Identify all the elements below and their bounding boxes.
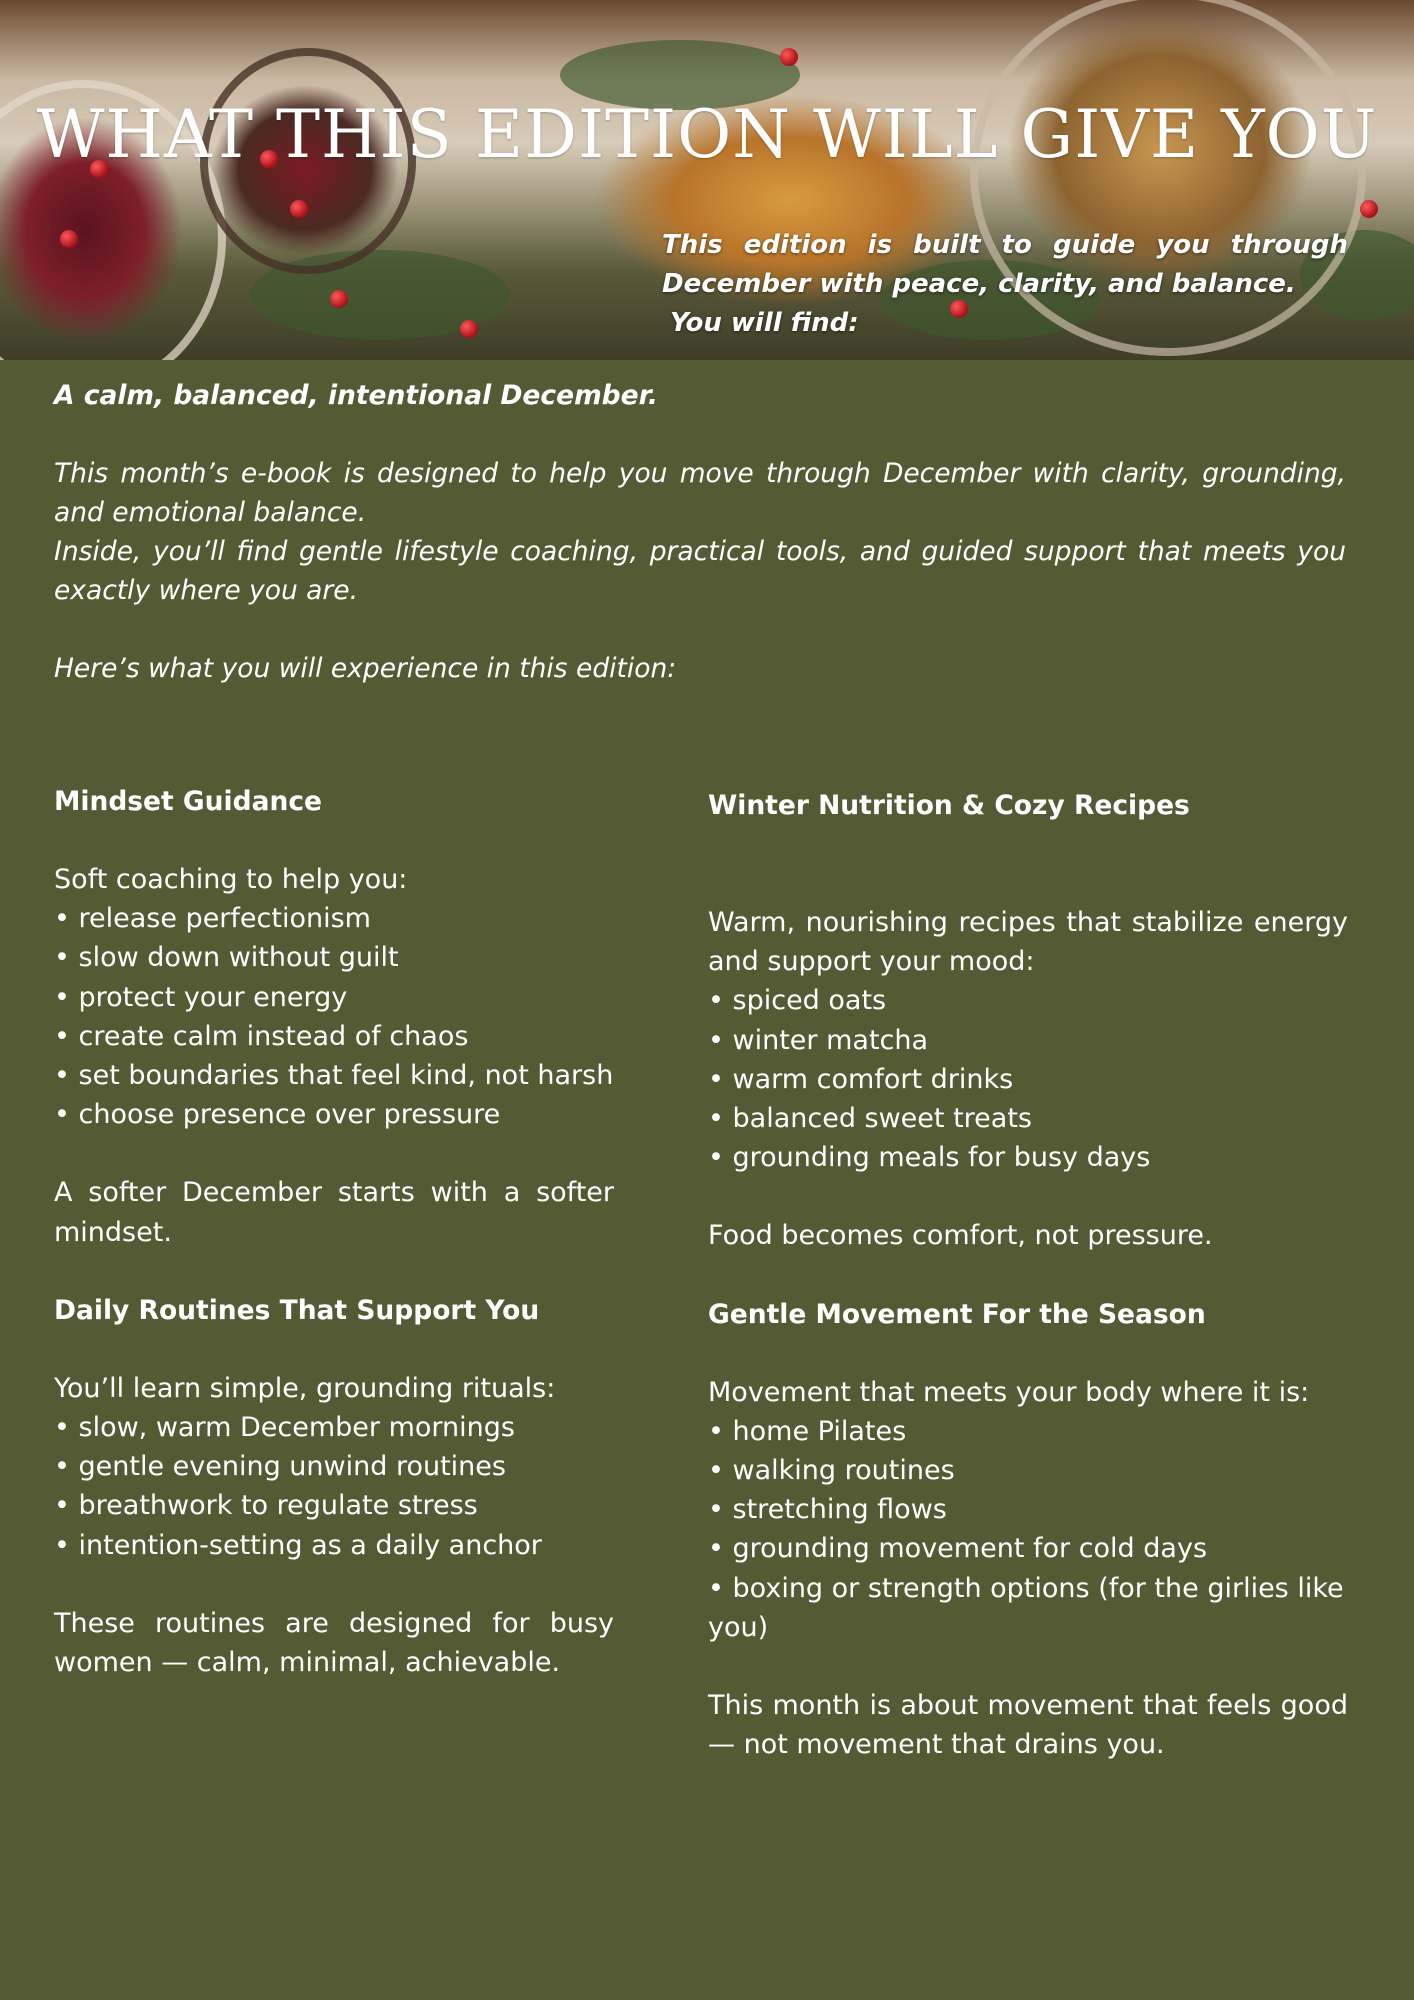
banner-intro [662, 226, 1348, 343]
header-banner-image [0, 0, 1414, 360]
section-routines [54, 1291, 614, 1682]
banner-intro-line: You will find: [670, 308, 859, 338]
left-column [54, 782, 614, 1682]
tagline: A calm, balanced, intentional December. [54, 380, 658, 411]
cranberry [290, 200, 308, 218]
page-title: WHAT THIS EDITION WILL GIVE YOU [36, 96, 1378, 173]
section-heading: Winter Nutrition & Cozy Recipes [708, 790, 1190, 821]
list-item: • slow down without guilt [54, 938, 614, 977]
list-item: • choose presence over pressure [54, 1095, 614, 1134]
cranberry [60, 230, 78, 248]
section-heading: Gentle Movement For the Season [708, 1298, 1206, 1330]
lead-paragraph: Here’s what you will experience in this edition: [54, 653, 677, 684]
list-item: • home Pilates [708, 1412, 1348, 1451]
banner-intro-line: This edition is built to guide you through [662, 230, 1348, 260]
lead-paragraph: Inside, you’ll find gentle lifestyle coaching, practical tools, and guided support that meets you exactly where you are. [54, 536, 1346, 606]
list-item: • grounding movement for cold days [708, 1529, 1348, 1568]
cranberry [1360, 200, 1378, 218]
section-mindset [54, 782, 614, 1252]
list-item: • walking routines [708, 1451, 1348, 1490]
list-item: • release perfectionism [54, 899, 614, 938]
list-item: • balanced sweet treats [708, 1099, 1348, 1138]
list-item: • spiced oats [708, 981, 1348, 1020]
list-item: • warm comfort drinks [708, 1060, 1348, 1099]
bullet-list [54, 1408, 614, 1565]
section-intro: Movement that meets your body where it is: [708, 1376, 1310, 1408]
section-heading: Mindset Guidance [54, 786, 323, 817]
list-item: • create calm instead of chaos [54, 1017, 614, 1056]
bullet-list [54, 899, 614, 1134]
list-item: • grounding meals for busy days [708, 1138, 1348, 1177]
lead-section [54, 376, 1346, 688]
section-nutrition [708, 786, 1348, 1256]
section-closing: This month is about movement that feels good — not movement that drains you. [708, 1690, 1348, 1761]
cranberry [460, 320, 478, 338]
lead-paragraph: This month’s e-book is designed to help you move through December with clarity, grounding, and emotional balance. [54, 458, 1346, 528]
section-intro: Soft coaching to help you: [54, 864, 408, 895]
list-item: • winter matcha [708, 1021, 1348, 1060]
list-item: • slow, warm December mornings [54, 1408, 614, 1447]
list-item: • boxing or strength options (for the girlies like you) [708, 1569, 1348, 1647]
section-movement [708, 1295, 1348, 1765]
section-closing: Food becomes comfort, not pressure. [708, 1220, 1213, 1252]
section-intro: You’ll learn simple, grounding rituals: [54, 1372, 556, 1404]
cranberry [780, 48, 798, 66]
right-column [708, 786, 1348, 1764]
banner-intro-line: December with peace, clarity, and balance. [662, 269, 1296, 299]
list-item: • breathwork to regulate stress [54, 1486, 614, 1525]
bullet-list [708, 981, 1348, 1177]
cranberry [330, 290, 348, 308]
section-closing: These routines are designed for busy women — calm, minimal, achievable. [54, 1607, 614, 1679]
list-item: • intention-setting as a daily anchor [54, 1526, 614, 1565]
list-item: • stretching flows [708, 1490, 1348, 1529]
list-item: • set boundaries that feel kind, not harsh [54, 1056, 614, 1095]
bullet-list [708, 1412, 1348, 1647]
section-closing: A softer December starts with a softer mindset. [54, 1177, 614, 1248]
list-item: • gentle evening unwind routines [54, 1447, 614, 1486]
section-intro: Warm, nourishing recipes that stabilize energy and support your mood: [708, 907, 1348, 978]
section-heading: Daily Routines That Support You [54, 1294, 540, 1326]
list-item: • protect your energy [54, 978, 614, 1017]
